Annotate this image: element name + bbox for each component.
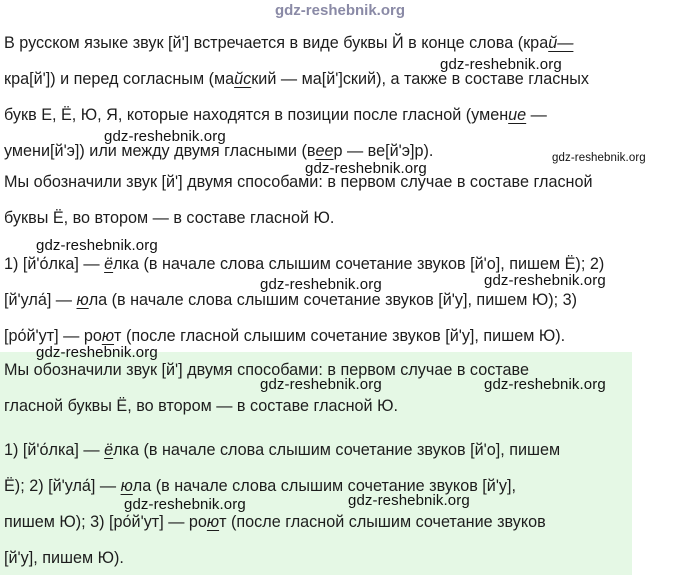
text-line: букв Е, Ё, Ю, Я, которые находятся в позиции после гласной (умен <box>4 106 509 124</box>
text-line: лка (в начале слова слышим сочетание звуков [й'о], пишем Ё); 2) <box>113 255 605 273</box>
watermark: gdz-reshebnik.org <box>104 128 226 145</box>
text-line: [ро́й'ут] — ро <box>4 327 102 345</box>
watermark: gdz-reshebnik.org <box>260 276 382 293</box>
text-line: 1) [й'о́лка] — <box>4 255 105 273</box>
watermark: gdz-reshebnik.org <box>305 160 427 177</box>
answer-examples <box>4 432 672 576</box>
site-header: gdz-reshebnik.org <box>274 2 405 19</box>
text-line: В русском языке звук [й'] встречается в виде буквы Й в конце слова (крa <box>4 34 549 52</box>
paragraph-examples <box>4 246 672 354</box>
text-line: 1) [й'о́лка] — <box>4 441 105 459</box>
text-line: ла (в начале слова слышим сочетание звуков [й'у], пишем Ю); 3) <box>88 291 577 309</box>
watermark: gdz-reshebnik.org <box>36 237 158 254</box>
text-line: буквы Ё, во втором — в составе гласной Ю. <box>4 209 335 227</box>
text-line: кра[й']) и перед согласным (ма <box>4 70 235 88</box>
text-line: ла (в начале слова слышим сочетание звуков [й'у], <box>132 477 517 495</box>
text-line: гласной буквы Ё, во втором — в составе гласной Ю. <box>4 397 398 415</box>
underlined-letter: ю <box>206 513 220 531</box>
text-line: лка (в начале слова слышим сочетание звуков [й'о], пишем <box>113 441 561 459</box>
underlined-letter: ю <box>76 291 89 309</box>
underlined-letter: ю <box>101 327 115 345</box>
watermark: gdz-reshebnik.org <box>484 376 606 393</box>
text-line: т (после гласной слышим сочетание звуков [й'у], пишем Ю). <box>114 327 566 345</box>
text-line: — <box>526 106 547 124</box>
underlined-letter: йс <box>234 70 252 88</box>
text-line: пишем Ю); 3) [ро́й'ут] — ро <box>4 513 207 531</box>
underlined-letter: ее <box>315 142 334 160</box>
text-line: Ё); 2) [й'ула́] — <box>4 477 121 495</box>
underlined-letter: ё <box>104 255 114 273</box>
watermark: gdz-reshebnik.org <box>552 152 646 164</box>
text-line: т (после гласной слышим сочетание звуков <box>219 513 546 531</box>
paragraph-intro <box>4 25 672 169</box>
text-line: кий — ма[й']ский), а также в составе гласных <box>251 70 589 88</box>
watermark: gdz-reshebnik.org <box>36 344 158 361</box>
watermark: gdz-reshebnik.org <box>440 56 562 73</box>
underlined-letter: ё <box>104 441 114 459</box>
watermark: gdz-reshebnik.org <box>484 272 606 289</box>
text-line: р — ве[й'э]р). <box>333 142 434 160</box>
text-line: Мы обозначили звук [й'] двумя способами: в первом случае в составе <box>4 361 529 379</box>
watermark: gdz-reshebnik.org <box>260 376 382 393</box>
underlined-letter: ю <box>120 477 133 495</box>
text-line: [й'у], пишем Ю). <box>4 549 124 567</box>
watermark: gdz-reshebnik.org <box>348 492 470 509</box>
text-line: Мы обозначили звук [й'] двумя способами: в первом случае в составе гласной <box>4 173 593 191</box>
underlined-letter: й— <box>548 34 574 52</box>
text-line: [й'ула́] — <box>4 291 77 309</box>
watermark: gdz-reshebnik.org <box>124 496 246 513</box>
underlined-letter: ие <box>508 106 527 124</box>
text-line: умени[й'э]) или между двумя гласными (в <box>4 142 316 160</box>
